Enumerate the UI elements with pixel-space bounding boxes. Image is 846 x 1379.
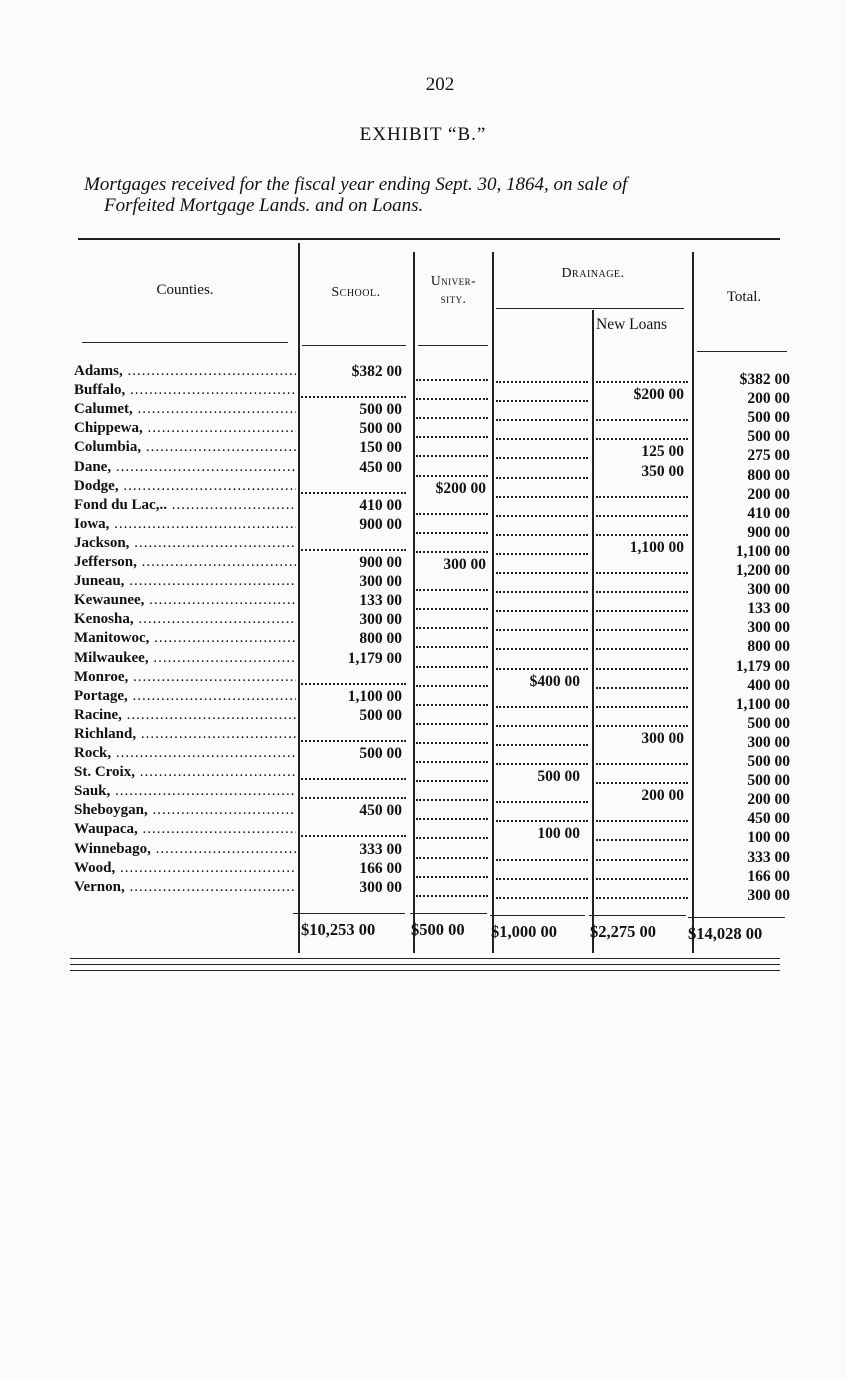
cell-school: 450 00 — [359, 802, 402, 820]
empty-cell-leader — [496, 515, 588, 517]
header-total: Total. — [726, 289, 762, 305]
header-new-loans: New Loans — [596, 316, 668, 333]
county-name: Racine, ..... — [74, 706, 296, 725]
county-name: Kenosha, ..... — [74, 610, 296, 629]
empty-cell-leader — [496, 553, 588, 555]
empty-cell-leader — [596, 820, 688, 822]
cell-total: 800 00 — [747, 466, 790, 484]
county-name: Kewaunee, ..... — [74, 591, 296, 610]
cell-total: 1,200 00 — [735, 562, 790, 579]
county-name: Juneau, ..... — [74, 572, 296, 591]
cell-school: 300 00 — [359, 573, 402, 591]
empty-cell-leader — [416, 455, 488, 457]
empty-cell-leader — [416, 780, 488, 782]
cell-total: 200 00 — [747, 485, 790, 503]
empty-cell-leader — [416, 627, 488, 629]
header-drainage: Drainage. — [561, 266, 625, 281]
county-name: Adams, ..... — [74, 362, 296, 381]
cell-total: 800 00 — [747, 638, 790, 656]
total-university: $500 00 — [411, 920, 465, 939]
cell-school: 800 00 — [359, 630, 402, 648]
empty-cell-leader — [496, 859, 588, 861]
county-name: Monroe, ..... — [74, 668, 296, 687]
empty-cell-leader — [416, 398, 488, 400]
cell-total: 100 00 — [747, 829, 790, 847]
empty-cell-leader — [298, 683, 406, 685]
county-name: Calumet, ..... — [74, 400, 296, 419]
empty-cell-leader — [416, 666, 488, 668]
empty-cell-leader — [496, 629, 588, 631]
empty-cell-leader — [416, 818, 488, 820]
cell-total: 200 00 — [747, 390, 790, 408]
empty-cell-leader — [596, 706, 688, 708]
cell-school: 150 00 — [359, 439, 402, 457]
cell-school: 1,100 00 — [347, 687, 402, 705]
header-underline — [418, 345, 488, 346]
cell-school: 300 00 — [359, 878, 402, 896]
totals-rule — [688, 917, 785, 918]
header-counties: Counties. — [156, 282, 214, 298]
empty-cell-leader — [596, 878, 688, 880]
column-divider — [592, 310, 594, 953]
county-name: Waupaca, ..... — [74, 820, 296, 839]
cell-total: 1,100 00 — [735, 695, 790, 713]
cell-total: 500 00 — [747, 428, 790, 446]
empty-cell-leader — [416, 417, 488, 419]
county-name: Jackson, ..... — [74, 534, 296, 553]
empty-cell-leader — [416, 646, 488, 648]
empty-cell-leader — [596, 610, 688, 612]
empty-cell-leader — [496, 897, 588, 899]
cell-total: 300 00 — [747, 581, 790, 599]
county-name: Manitowoc, ..... — [74, 629, 296, 648]
empty-cell-leader — [596, 572, 688, 574]
total-new-loans: $2,275 00 — [590, 922, 656, 941]
county-name: Milwaukee, ..... — [74, 649, 296, 668]
county-name: St. Croix, ..... — [74, 763, 296, 782]
cell-new-loans: 300 00 — [641, 729, 684, 747]
cell-school: 333 00 — [359, 840, 402, 858]
empty-cell-leader — [496, 744, 588, 746]
table-top-rule — [78, 238, 780, 240]
cell-new-loans: 125 00 — [641, 443, 684, 461]
cell-school: 1,179 00 — [347, 649, 402, 667]
county-name: Winnebago, ..... — [74, 840, 296, 859]
cell-drainage: 500 00 — [537, 768, 580, 786]
empty-cell-leader — [496, 706, 588, 708]
empty-cell-leader — [416, 608, 488, 610]
header-underline — [302, 345, 406, 346]
empty-cell-leader — [496, 496, 588, 498]
cell-total: 300 00 — [747, 733, 790, 751]
empty-cell-leader — [416, 761, 488, 763]
county-name: Rock, ..... — [74, 744, 296, 763]
county-name: Dane, ..... — [74, 458, 296, 477]
cell-school: 500 00 — [359, 745, 402, 762]
cell-school: $382 00 — [351, 363, 402, 380]
county-name: Richland, ..... — [74, 725, 296, 744]
cell-school: 500 00 — [359, 706, 402, 724]
empty-cell-leader — [596, 859, 688, 861]
empty-cell-leader — [596, 438, 688, 440]
table-bottom-rule — [70, 964, 780, 965]
empty-cell-leader — [596, 534, 688, 536]
county-name: Jefferson, ..... — [74, 553, 296, 572]
cell-total: 1,179 00 — [735, 657, 790, 675]
header-underline — [697, 351, 787, 352]
cell-new-loans: 350 00 — [641, 462, 684, 480]
table-caption — [84, 174, 796, 216]
empty-cell-leader — [298, 396, 406, 398]
cell-new-loans: 1,100 00 — [629, 538, 684, 556]
cell-new-loans: $200 00 — [633, 386, 684, 404]
empty-cell-leader — [416, 837, 488, 839]
cell-new-loans: 200 00 — [641, 787, 684, 805]
empty-cell-leader — [416, 685, 488, 687]
cell-total: 400 00 — [747, 676, 790, 694]
county-name: Columbia, ..... — [74, 438, 296, 457]
cell-total: 275 00 — [747, 447, 790, 465]
table-bottom-rule — [70, 958, 780, 959]
empty-cell-leader — [596, 515, 688, 517]
empty-cell-leader — [596, 782, 688, 784]
county-name: Sauk, ..... — [74, 782, 296, 801]
header-university — [415, 272, 492, 308]
empty-cell-leader — [596, 496, 688, 498]
empty-cell-leader — [496, 572, 588, 574]
empty-cell-leader — [496, 591, 588, 593]
cell-total: 500 00 — [747, 409, 790, 427]
cell-total: 900 00 — [747, 523, 790, 541]
county-name: Dodge, ..... — [74, 477, 296, 496]
county-name: Iowa, ..... — [74, 515, 296, 534]
total-grand: $14,028 00 — [688, 924, 763, 943]
empty-cell-leader — [416, 513, 488, 515]
empty-cell-leader — [416, 857, 488, 859]
cell-total: 1,100 00 — [735, 542, 790, 560]
header-underline — [82, 342, 288, 343]
page-number: 202 — [425, 74, 455, 95]
empty-cell-leader — [596, 763, 688, 765]
empty-cell-leader — [496, 668, 588, 670]
table-bottom-rule — [70, 970, 780, 971]
cell-total: 300 00 — [747, 886, 790, 904]
county-name: Fond du Lac,.. ..... — [74, 496, 296, 515]
empty-cell-leader — [596, 839, 688, 841]
empty-cell-leader — [596, 687, 688, 689]
exhibit-title: EXHIBIT “B.” — [359, 124, 487, 145]
cell-school: 900 00 — [359, 554, 402, 571]
empty-cell-leader — [496, 878, 588, 880]
empty-cell-leader — [416, 475, 488, 477]
cell-total: 333 00 — [747, 848, 790, 866]
total-school: $10,253 00 — [301, 920, 376, 939]
empty-cell-leader — [496, 725, 588, 727]
empty-cell-leader — [416, 379, 488, 381]
caption-line-1: Mortgages received for the fiscal year ending Sept. 30, 1864, on sale of — [84, 174, 628, 195]
empty-cell-leader — [596, 897, 688, 899]
empty-cell-leader — [596, 629, 688, 631]
empty-cell-leader — [496, 648, 588, 650]
empty-cell-leader — [596, 381, 688, 383]
empty-cell-leader — [298, 797, 406, 799]
column-divider — [492, 252, 494, 953]
cell-university: $200 00 — [435, 479, 486, 497]
cell-total: 410 00 — [747, 504, 790, 522]
totals-rule — [589, 915, 686, 916]
empty-cell-leader — [496, 477, 588, 479]
cell-school: 450 00 — [359, 458, 402, 476]
empty-cell-leader — [416, 532, 488, 534]
cell-school: 410 00 — [359, 496, 402, 514]
county-name: Sheboygan, ..... — [74, 801, 296, 820]
empty-cell-leader — [416, 551, 488, 553]
totals-rule — [410, 913, 487, 914]
empty-cell-leader — [416, 799, 488, 801]
cell-total: 500 00 — [747, 753, 790, 770]
empty-cell-leader — [298, 740, 406, 742]
totals-rule — [293, 913, 405, 914]
cell-total: 300 00 — [747, 619, 790, 637]
empty-cell-leader — [298, 549, 406, 551]
cell-total: 500 00 — [747, 714, 790, 732]
empty-cell-leader — [496, 610, 588, 612]
empty-cell-leader — [496, 820, 588, 822]
cell-total: 133 00 — [747, 600, 790, 618]
empty-cell-leader — [416, 895, 488, 897]
empty-cell-leader — [496, 381, 588, 383]
total-drainage: $1,000 00 — [491, 922, 557, 941]
empty-cell-leader — [596, 591, 688, 593]
empty-cell-leader — [416, 723, 488, 725]
empty-cell-leader — [496, 400, 588, 402]
totals-rule — [490, 915, 585, 916]
cell-school: 133 00 — [359, 592, 402, 610]
empty-cell-leader — [298, 778, 406, 780]
column-divider — [692, 252, 694, 953]
empty-cell-leader — [496, 438, 588, 440]
cell-total: 200 00 — [747, 791, 790, 809]
cell-total: $382 00 — [739, 371, 790, 388]
empty-cell-leader — [496, 763, 588, 765]
empty-cell-leader — [416, 704, 488, 706]
empty-cell-leader — [596, 419, 688, 421]
empty-cell-leader — [298, 835, 406, 837]
header-school: School. — [331, 285, 381, 300]
empty-cell-leader — [496, 419, 588, 421]
empty-cell-leader — [596, 648, 688, 650]
column-divider — [298, 243, 300, 953]
cell-drainage: $400 00 — [529, 672, 580, 690]
county-name: Wood, ..... — [74, 859, 296, 878]
column-divider — [413, 252, 415, 953]
header-university-line-1: Univer- — [430, 273, 477, 288]
cell-total: 166 00 — [747, 867, 790, 885]
caption-line-2: Forfeited Mortgage Lands. and on Loans. — [104, 195, 424, 216]
cell-school: 500 00 — [359, 401, 402, 419]
empty-cell-leader — [496, 457, 588, 459]
empty-cell-leader — [496, 534, 588, 536]
cell-school: 166 00 — [359, 859, 402, 877]
empty-cell-leader — [416, 589, 488, 591]
empty-cell-leader — [298, 492, 406, 494]
cell-university: 300 00 — [443, 556, 486, 573]
cell-total: 450 00 — [747, 810, 790, 828]
county-name: Vernon, ..... — [74, 878, 296, 897]
cell-school: 900 00 — [359, 515, 402, 533]
cell-school: 300 00 — [359, 611, 402, 629]
cell-school: 500 00 — [359, 420, 402, 438]
county-name: Buffalo, ..... — [74, 381, 296, 400]
county-name: Chippewa, ..... — [74, 419, 296, 438]
empty-cell-leader — [596, 668, 688, 670]
empty-cell-leader — [416, 876, 488, 878]
empty-cell-leader — [596, 725, 688, 727]
cell-drainage: 100 00 — [537, 825, 580, 843]
header-university-line-2: sity. — [440, 291, 467, 306]
empty-cell-leader — [416, 742, 488, 744]
empty-cell-leader — [496, 801, 588, 803]
empty-cell-leader — [416, 436, 488, 438]
county-name: Portage, ..... — [74, 687, 296, 706]
drainage-subheader-rule — [496, 308, 684, 309]
cell-total: 500 00 — [747, 772, 790, 790]
